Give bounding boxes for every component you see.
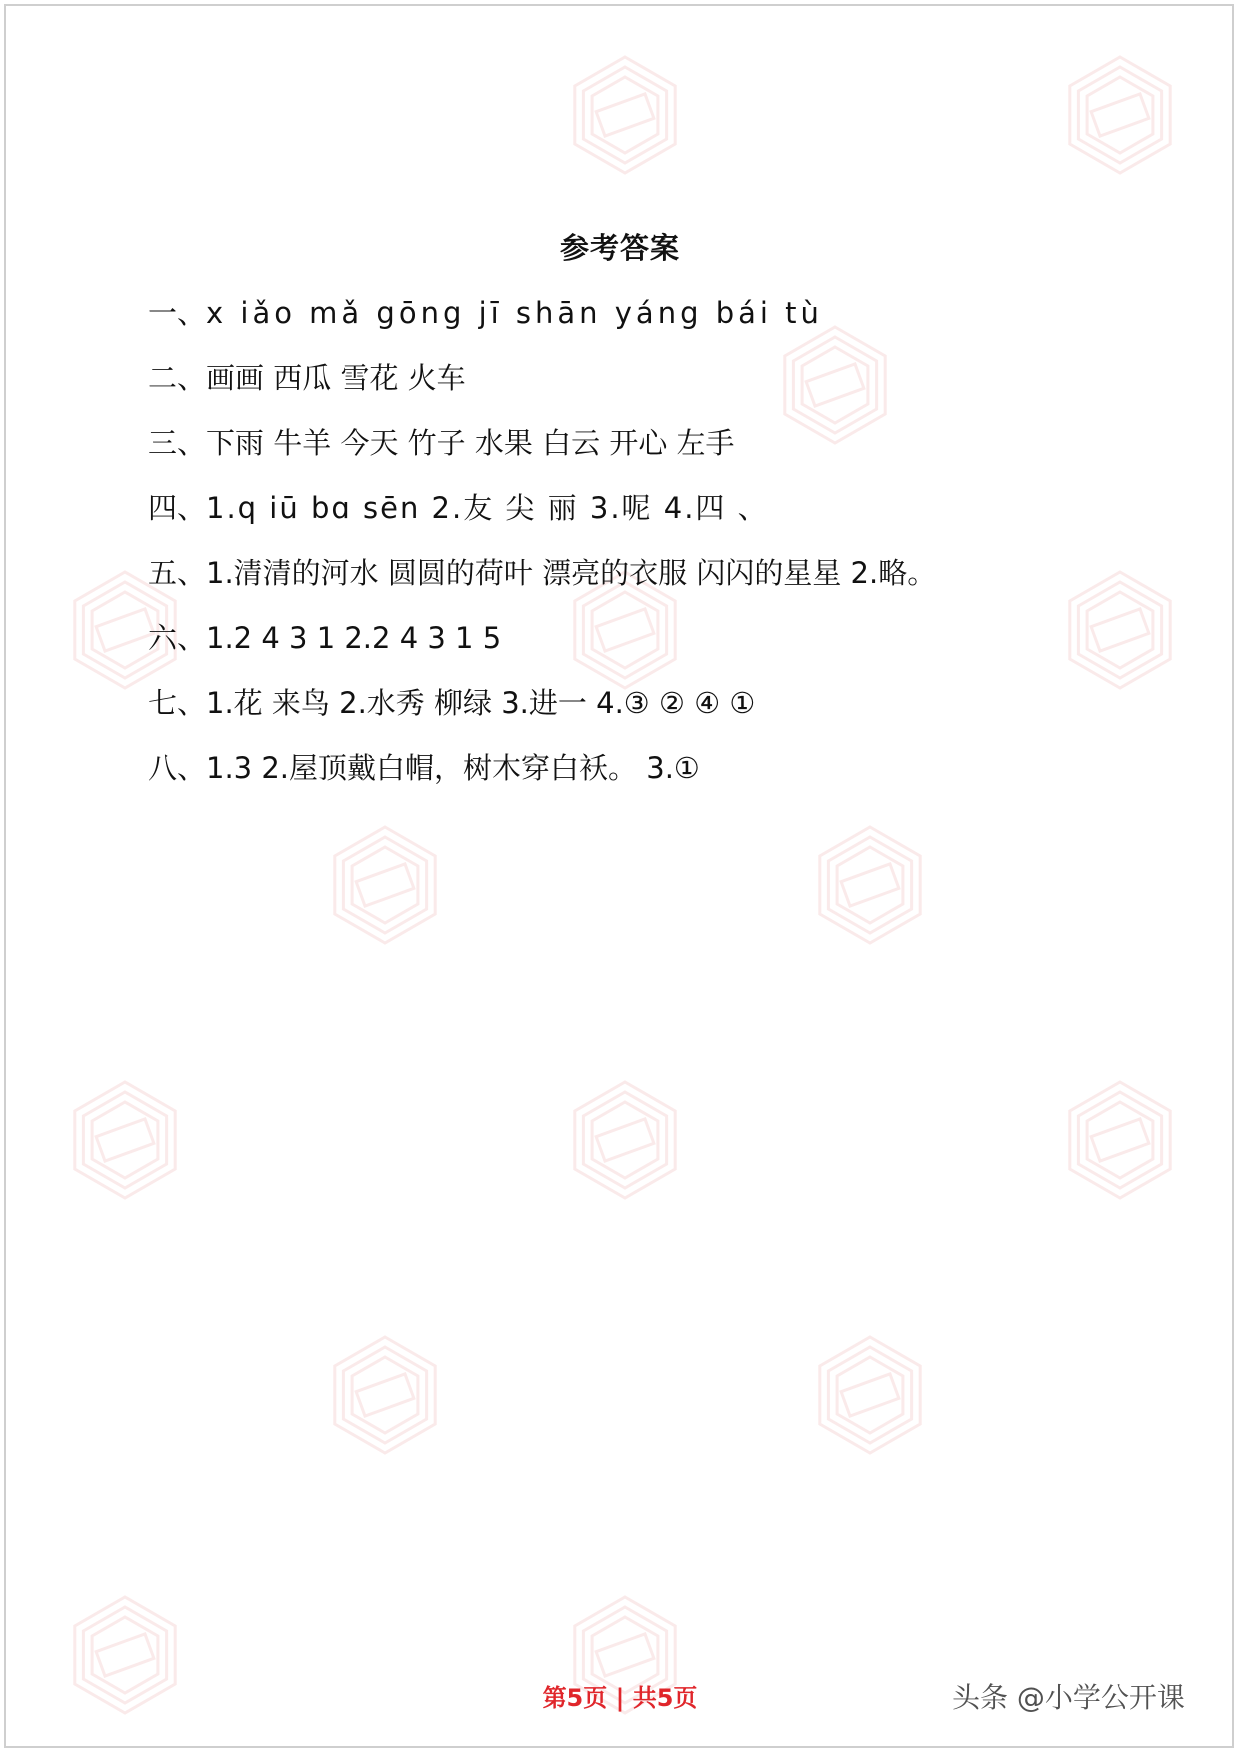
page-title: 参考答案 <box>559 231 680 265</box>
answer-label: 五、 <box>148 556 207 590</box>
answer-label: 一、 <box>148 296 207 330</box>
answer-row-6 <box>148 615 1048 680</box>
hexagon-logo-icon <box>1060 1075 1180 1205</box>
answer-text: 1.清清的河水 圆圆的荷叶 漂亮的衣服 闪闪的星星 2.略。 <box>206 556 937 590</box>
answer-label: 三、 <box>148 426 207 460</box>
answer-row-3 <box>148 420 1048 485</box>
hexagon-logo-icon <box>325 1330 445 1460</box>
hexagon-logo-icon <box>1060 565 1180 695</box>
answer-list <box>148 290 1048 810</box>
hexagon-logo-icon <box>1060 50 1180 180</box>
answer-text: x iǎo mǎ gōng jī shān yáng bái tù <box>206 296 823 330</box>
hexagon-logo-icon <box>810 820 930 950</box>
answer-row-2 <box>148 355 1048 420</box>
answer-label: 七、 <box>148 686 207 720</box>
hexagon-logo-icon <box>65 1075 185 1205</box>
answer-text: 1.q iū bɑ sēn 2.友 尖 丽 3.呢 4.四 、 <box>206 491 769 525</box>
hexagon-logo-icon <box>565 50 685 180</box>
answer-row-8 <box>148 745 1048 810</box>
answer-row-1 <box>148 290 1048 355</box>
page-indicator: 第5页 | 共5页 <box>542 1684 698 1712</box>
answer-text: 1.2 4 3 1 2.2 4 3 1 5 <box>206 621 502 655</box>
hexagon-logo-icon <box>810 1330 930 1460</box>
answer-row-7 <box>148 680 1048 745</box>
hexagon-logo-icon <box>325 820 445 950</box>
answer-row-4 <box>148 485 1048 550</box>
hexagon-logo-icon <box>565 1075 685 1205</box>
answer-label: 八、 <box>148 751 207 785</box>
answer-row-5 <box>148 550 1048 615</box>
answer-label: 六、 <box>148 621 207 655</box>
answer-text: 下雨 牛羊 今天 竹子 水果 白云 开心 左手 <box>206 426 735 460</box>
answer-text: 1.3 2.屋顶戴白帽，树木穿白袄。 3.① <box>206 751 700 785</box>
answer-text: 1.花 来鸟 2.水秀 柳绿 3.进一 4.③ ② ④ ① <box>206 686 756 720</box>
answer-text: 画画 西瓜 雪花 火车 <box>206 361 466 395</box>
answer-label: 四、 <box>148 491 207 525</box>
answer-label: 二、 <box>148 361 207 395</box>
source-watermark-text: 头条 @小学公开课 <box>952 1681 1185 1714</box>
